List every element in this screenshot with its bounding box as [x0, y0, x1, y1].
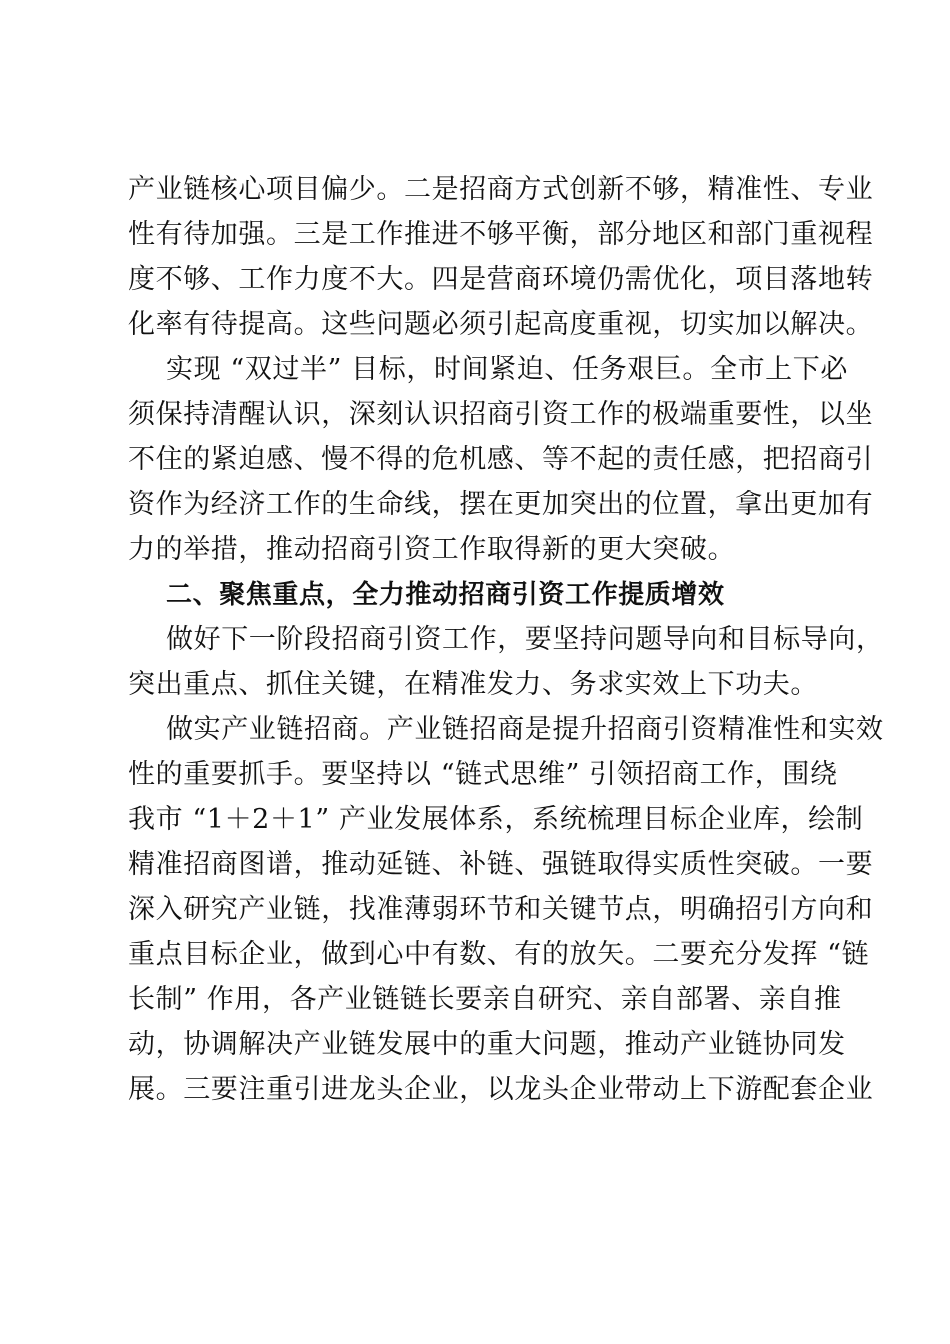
paragraph-line: 我市 “1＋2＋1” 产业发展体系，系统梳理目标企业库，绘制 — [128, 804, 864, 835]
paragraph-line: 突出重点、抓住关键，在精准发力、务求实效上下功夫。 — [128, 669, 818, 700]
paragraph-line: 性的重要抓手。要坚持以 “链式思维” 引领招商工作，围绕 — [128, 759, 838, 790]
paragraph-line: 力的举措，推动招商引资工作取得新的更大突破。 — [128, 534, 736, 565]
paragraph-line: 性有待加强。三是工作推进不够平衡，部分地区和部门重视程 — [128, 219, 874, 250]
paragraph-line: 重点目标企业，做到心中有数、有的放矢。二要充分发挥 “链 — [128, 939, 870, 970]
paragraph-line: 须保持清醒认识，深刻认识招商引资工作的极端重要性，以坐 — [128, 399, 874, 430]
paragraph-line: 实现 “双过半” 目标，时间紧迫、任务艰巨。全市上下必 — [166, 354, 848, 385]
paragraph-line: 动，协调解决产业链发展中的重大问题，推动产业链协同发 — [128, 1029, 846, 1060]
paragraph-line: 不住的紧迫感、慢不得的危机感、等不起的责任感，把招商引 — [128, 444, 874, 475]
paragraph-line: 度不够、工作力度不大。四是营商环境仍需优化，项目落地转 — [128, 264, 874, 295]
paragraph-line: 产业链核心项目偏少。二是招商方式创新不够，精准性、专业 — [128, 174, 874, 205]
paragraph-line: 化率有待提高。这些问题必须引起高度重视，切实加以解决。 — [128, 309, 874, 340]
paragraph-line: 资作为经济工作的生命线，摆在更加突出的位置，拿出更加有 — [128, 489, 874, 520]
paragraph-line: 长制” 作用，各产业链链长要亲自研究、亲自部署、亲自推 — [128, 984, 842, 1015]
paragraph-line: 做实产业链招商。产业链招商是提升招商引资精准性和实效 — [166, 714, 884, 745]
paragraph-line: 做好下一阶段招商引资工作，要坚持问题导向和目标导向， — [166, 624, 884, 655]
paragraph-line: 精准招商图谱，推动延链、补链、强链取得实质性突破。一要 — [128, 849, 874, 880]
paragraph-line: 深入研究产业链，找准薄弱环节和关键节点，明确招引方向和 — [128, 894, 874, 925]
paragraph-line: 展。三要注重引进龙头企业，以龙头企业带动上下游配套企业 — [128, 1074, 874, 1105]
section-heading: 二、聚焦重点，全力推动招商引资工作提质增效 — [166, 580, 725, 610]
